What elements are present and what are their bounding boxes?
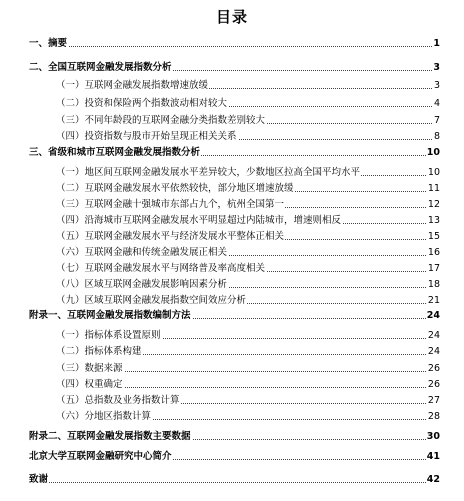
toc-entry-label: 附录一、互联网金融发展指数编制方法 — [29, 310, 191, 321]
toc-entry-label: 一、摘要 — [29, 38, 68, 49]
toc-subsection-entry[interactable] — [0, 329, 464, 343]
toc-page-number: 42 — [426, 474, 440, 485]
toc-page-number: 1 — [433, 38, 440, 49]
dot-leader — [29, 482, 438, 483]
toc-entry-label: （八）区域互联网金融发展影响因素分析 — [56, 279, 228, 290]
toc-page-number: 41 — [426, 451, 440, 462]
toc-entry-label: （七）互联网金融发展水平与网络普及率高度相关 — [56, 263, 266, 274]
toc-page-number: 8 — [433, 131, 440, 142]
toc-page-number: 11 — [427, 183, 440, 194]
toc-subsection-entry[interactable] — [0, 278, 464, 292]
toc-subsection-entry[interactable] — [0, 130, 464, 144]
toc-entry-label: （四）沿海城市互联网金融发展水平明显超过内陆城市，增速则相反 — [56, 215, 342, 226]
toc-page-number: 15 — [427, 231, 440, 242]
dot-leader — [29, 46, 438, 47]
toc-page-number: 10 — [427, 167, 440, 178]
toc-subsection-entry[interactable] — [0, 378, 464, 392]
toc-section-entry[interactable] — [0, 473, 464, 487]
toc-page-number: 26 — [427, 363, 440, 374]
toc-entry-label: （一）地区间互联网金融发展水平差异较大，少数地区拉高全国平均水平 — [56, 167, 361, 178]
toc-page-number: 13 — [427, 215, 440, 226]
toc-entry-label: 附录二、互联网金融发展指数主要数据 — [29, 431, 191, 442]
toc-subsection-entry[interactable] — [0, 262, 464, 276]
toc-section-entry[interactable] — [0, 61, 464, 75]
toc-entry-label: （二）互联网金融发展水平依然较快，部分地区增速放缓 — [56, 183, 294, 194]
toc-page-number: 24 — [427, 330, 440, 341]
toc-entry-label: （六）互联网金融和传统金融发展正相关 — [56, 247, 228, 258]
toc-entry-label: （五）总指数及业务指数计算 — [56, 395, 180, 406]
toc-subsection-entry[interactable] — [0, 166, 464, 180]
toc-entry-label: （四）投资指数与股市开始呈现正相关关系 — [56, 131, 237, 142]
toc-entry-label: 北京大学互联网金融研究中心简介 — [29, 451, 172, 462]
toc-entry-label: 二、全国互联网金融发展指数分析 — [29, 62, 172, 73]
toc-entry-label: （四）权重确定 — [56, 379, 123, 390]
page-title: 目录 — [215, 8, 248, 26]
toc-page-number: 18 — [427, 279, 440, 290]
toc-section-entry[interactable] — [0, 430, 464, 444]
toc-page-number: 28 — [427, 411, 440, 422]
toc-subsection-entry[interactable] — [0, 362, 464, 376]
toc-subsection-entry[interactable] — [0, 410, 464, 424]
toc-page-number: 16 — [427, 247, 440, 258]
toc-entry-label: （二）投资和保险两个指数波动相对较大 — [56, 98, 228, 109]
toc-entry-label: （二）指标体系构建 — [56, 346, 142, 357]
toc-section-entry[interactable] — [0, 146, 464, 160]
toc-entry-label: （九）区域互联网金融发展指数空间效应分析 — [56, 295, 247, 306]
toc-entry-label: （三）不同年龄段的互联网金融分类指数差别较大 — [56, 115, 266, 126]
toc-page-number: 3 — [433, 62, 440, 73]
toc-page-number: 24 — [426, 310, 440, 321]
toc-page-number: 7 — [433, 115, 440, 126]
toc-page-number: 3 — [433, 80, 440, 91]
toc-entry-label: （六）分地区指数计算 — [56, 411, 152, 422]
toc-page-number: 12 — [427, 199, 440, 210]
toc-section-entry[interactable] — [0, 450, 464, 464]
toc-entry-label: （五）互联网金融发展水平与经济发展水平整体正相关 — [56, 231, 285, 242]
toc-subsection-entry[interactable] — [0, 294, 464, 308]
toc-subsection-entry[interactable] — [0, 246, 464, 260]
toc-page-number: 4 — [433, 98, 440, 109]
toc-entry-label: （三）数据来源 — [56, 363, 123, 374]
toc-subsection-entry[interactable] — [0, 214, 464, 228]
toc-entry-label: （一）指标体系设置原则 — [56, 330, 161, 341]
toc-entry-label: （一）互联网金融发展指数增速放缓 — [56, 80, 209, 91]
toc-page-number: 21 — [427, 295, 440, 306]
toc-entry-label: （三）互联网金融十强城市东部占九个，杭州全国第一 — [56, 199, 285, 210]
toc-subsection-entry[interactable] — [0, 230, 464, 244]
toc-section-entry[interactable] — [0, 309, 464, 323]
toc-entry-label: 致谢 — [29, 474, 49, 485]
toc-entry-label: 三、省级和城市互联网金融发展指数分析 — [29, 147, 201, 158]
toc-section-entry[interactable] — [0, 37, 464, 51]
toc-subsection-entry[interactable] — [0, 79, 464, 93]
toc-subsection-entry[interactable] — [0, 345, 464, 359]
toc-page-number: 24 — [427, 346, 440, 357]
toc-page-number: 10 — [426, 147, 440, 158]
toc-subsection-entry[interactable] — [0, 198, 464, 212]
toc-subsection-entry[interactable] — [0, 394, 464, 408]
toc-page-number: 26 — [427, 379, 440, 390]
toc-subsection-entry[interactable] — [0, 97, 464, 111]
toc-page-number: 27 — [427, 395, 440, 406]
toc-subsection-entry[interactable] — [0, 114, 464, 128]
toc-subsection-entry[interactable] — [0, 182, 464, 196]
toc-page-number: 30 — [426, 431, 440, 442]
toc-page-number: 17 — [427, 263, 440, 274]
